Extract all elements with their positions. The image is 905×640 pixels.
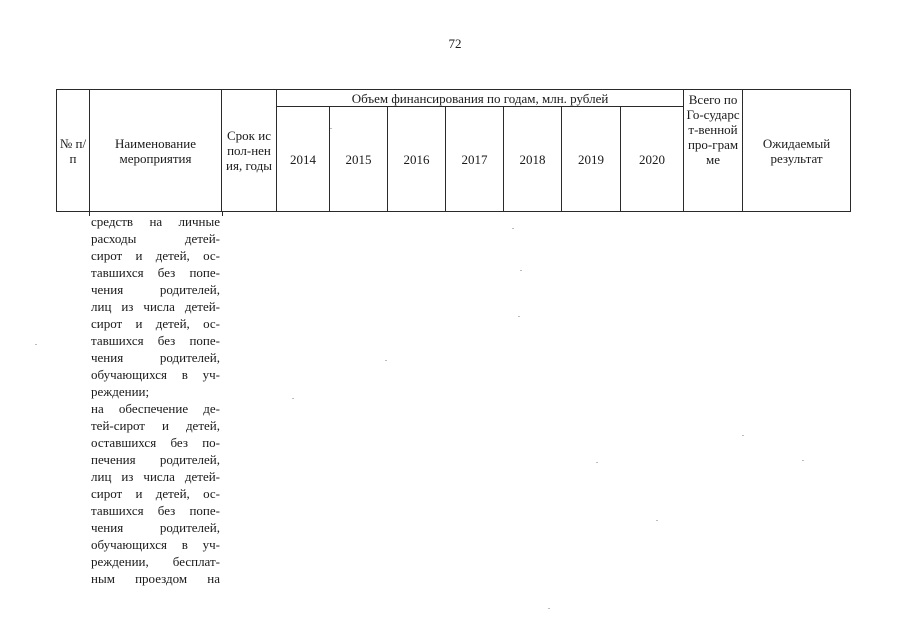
activity-description [91,213,220,587]
scan-speck [518,316,520,317]
scan-speck [330,128,332,129]
column-header-year: 2014 [277,107,330,212]
column-header-year: 2017 [446,107,504,212]
column-header-total: Всего по Го-сударст-венной про-грамме [684,90,743,212]
column-header-year: 2016 [388,107,446,212]
scan-speck [292,398,294,399]
text-line: расходы детей- [91,231,220,246]
scan-speck [742,435,744,436]
column-header-funding: Объем финансирования по годам, млн. рублей [277,90,684,107]
column-header-result: Ожидаемый результат [743,90,851,212]
text-line: чения родителей, [91,350,220,365]
scan-speck [548,608,550,609]
text-line: чения родителей, [91,282,220,297]
text-line: средств на личные [91,214,220,229]
text-line: сирот и детей, ос- [91,486,220,501]
text-line: на обеспечение де- [91,401,220,416]
text-line: оставшихся без по- [91,435,220,450]
text-line: сирот и детей, ос- [91,316,220,331]
scan-speck [802,460,804,461]
page-number: 72 [448,36,462,51]
scan-speck [512,228,514,229]
column-header-year: 2015 [330,107,388,212]
text-line: реждении, бесплат- [91,554,220,569]
text-line: реждении; [91,384,150,399]
text-line: тавшихся без попе- [91,503,220,518]
column-header-year: 2019 [562,107,621,212]
text-line: ным проездом на [91,571,220,586]
text-line: тавшихся без попе- [91,333,220,348]
text-line: лиц из числа детей- [91,469,220,484]
text-line: лиц из числа детей- [91,299,220,314]
scan-speck [35,344,37,345]
column-header-year: 2018 [504,107,562,212]
column-header-number: № п/п [57,90,90,212]
text-line: чения родителей, [91,520,220,535]
text-line: печения родителей, [91,452,220,467]
scan-speck [596,462,598,463]
scan-speck [656,520,658,521]
text-line: обучающихся в уч- [91,537,220,552]
scan-speck [385,360,387,361]
table-header [56,89,850,212]
column-header-year: 2020 [621,107,684,212]
text-line: тавшихся без попе- [91,265,220,280]
column-header-name: Наименование мероприятия [90,90,222,212]
column-header-term: Срок испол-нения, годы [222,90,277,212]
scan-speck [520,270,522,271]
text-line: тей-сирот и детей, [91,418,220,433]
text-line: обучающихся в уч- [91,367,220,382]
text-line: сирот и детей, ос- [91,248,220,263]
